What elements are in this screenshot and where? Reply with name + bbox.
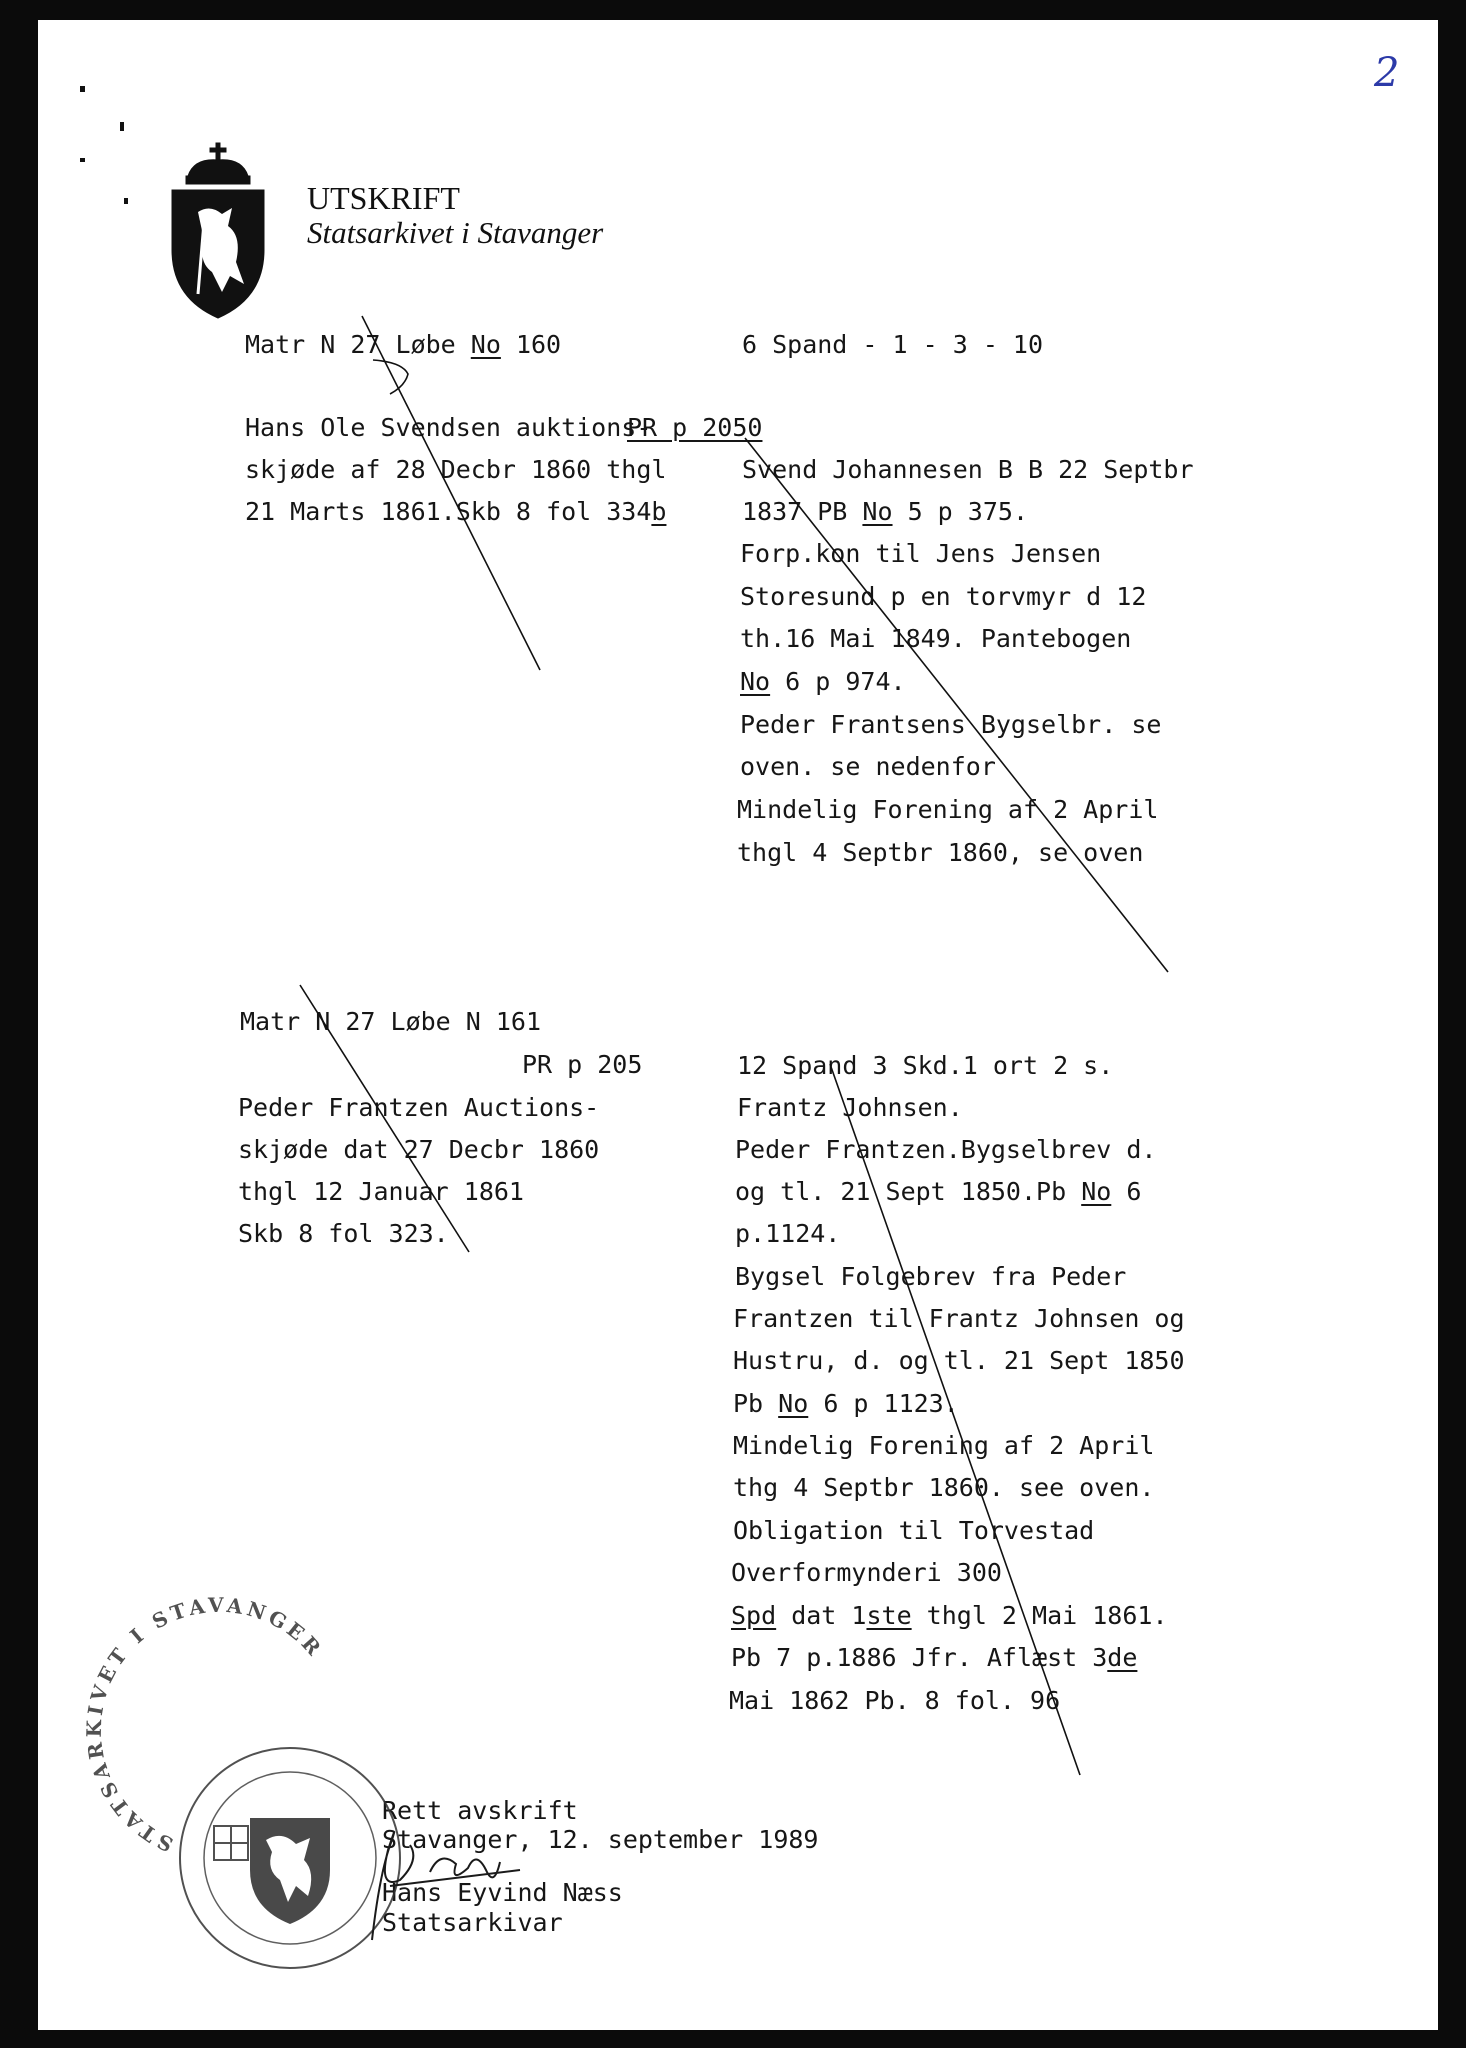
entry1-right-line: Forp.kon til Jens Jensen — [740, 539, 1102, 568]
entry1-right-line: No 6 p 974. — [740, 667, 906, 696]
entry1-right-line: thgl 4 Septbr 1860, se oven — [737, 838, 1144, 867]
entry2-right-line: Peder Frantzen.Bygselbrev d. — [735, 1135, 1157, 1164]
entry1-left-line: 21 Marts 1861.Skb 8 fol 334b — [245, 497, 667, 526]
entry1-right-line: Storesund p en torvmyr d 12 — [740, 582, 1147, 611]
entry2-right-line: og tl. 21 Sept 1850.Pb No 6 — [735, 1177, 1142, 1206]
entry2-right-line: p.1124. — [735, 1219, 841, 1248]
entry2-right-line: Bygsel Folgebrev fra Peder — [735, 1262, 1127, 1291]
entry2-right-line: Frantz Johnsen. — [737, 1093, 963, 1122]
entry2-right-line: Spd dat 1ste thgl 2 Mai 1861. — [731, 1601, 1168, 1630]
entry2-right-line: Pb No 6 p 1123. — [733, 1389, 959, 1418]
entry1-pr-ref: PR p 2050 — [627, 413, 763, 442]
entry2-left-line: Peder Frantzen Auctions- — [238, 1093, 600, 1122]
entry1-right-line: Svend Johannesen B B 22 Septbr — [742, 455, 1194, 484]
svg-text:STATSARKIVET I STAVANGER: STATSARKIVET I STAVANGER — [81, 1592, 329, 1857]
entry2-right-line: Hustru, d. og tl. 21 Sept 1850 — [733, 1346, 1185, 1375]
entry2-right-line: thg 4 Septbr 1860. see oven. — [733, 1473, 1155, 1502]
entry1-left-line: skjøde af 28 Decbr 1860 thgl — [245, 455, 667, 484]
entry2-pr-ref: PR p 205 — [522, 1050, 643, 1079]
entry2-right-line: Mindelig Forening af 2 April — [733, 1431, 1155, 1460]
entry1-right-line: Mindelig Forening af 2 April — [737, 795, 1159, 824]
entry2-left-line: Skb 8 fol 323. — [238, 1219, 449, 1248]
header-subtitle: Statsarkivet i Stavanger — [307, 215, 604, 250]
entry2-right-line: Mai 1862 Pb. 8 fol. 96 — [729, 1686, 1061, 1715]
entry1-matr-line: Matr N 27 Løbe No 160 — [245, 330, 562, 359]
entry2-right-line: Overformynderi 300 — [731, 1558, 1002, 1587]
footer-line: Hans Eyvind Næss — [382, 1878, 623, 1907]
footer-line: Rett avskrift — [382, 1796, 578, 1825]
entry2-right-line: Pb 7 p.1886 Jfr. Aflæst 3de — [731, 1643, 1138, 1672]
entry1-right-line: th.16 Mai 1849. Pantebogen — [740, 624, 1132, 653]
entry2-left-line: skjøde dat 27 Decbr 1860 — [238, 1135, 600, 1164]
entry1-right-line: 1837 PB No 5 p 375. — [742, 497, 1028, 526]
entry2-right-line: Frantzen til Frantz Johnsen og — [733, 1304, 1185, 1333]
entry2-right-line: Obligation til Torvestad — [733, 1516, 1095, 1545]
page-number: 2 — [1374, 50, 1400, 96]
entry2-spand: 12 Spand 3 Skd.1 ort 2 s. — [737, 1051, 1114, 1080]
entry1-right-line: oven. se nedenfor — [740, 752, 996, 781]
entry2-left-line: thgl 12 Januar 1861 — [238, 1177, 524, 1206]
footer-line: Statsarkivar — [382, 1908, 563, 1937]
header-title: UTSKRIFT — [307, 180, 460, 216]
footer-line: Stavanger, 12. september 1989 — [382, 1825, 819, 1854]
entry2-matr-line: Matr N 27 Løbe N 161 — [240, 1007, 542, 1036]
entry1-left-line: Hans Ole Svendsen auktions- — [245, 413, 652, 442]
signature — [372, 1832, 520, 1940]
entry1-spand: 6 Spand - 1 - 3 - 10 — [742, 330, 1044, 359]
entry1-right-line: Peder Frantsens Bygselbr. se — [740, 710, 1162, 739]
